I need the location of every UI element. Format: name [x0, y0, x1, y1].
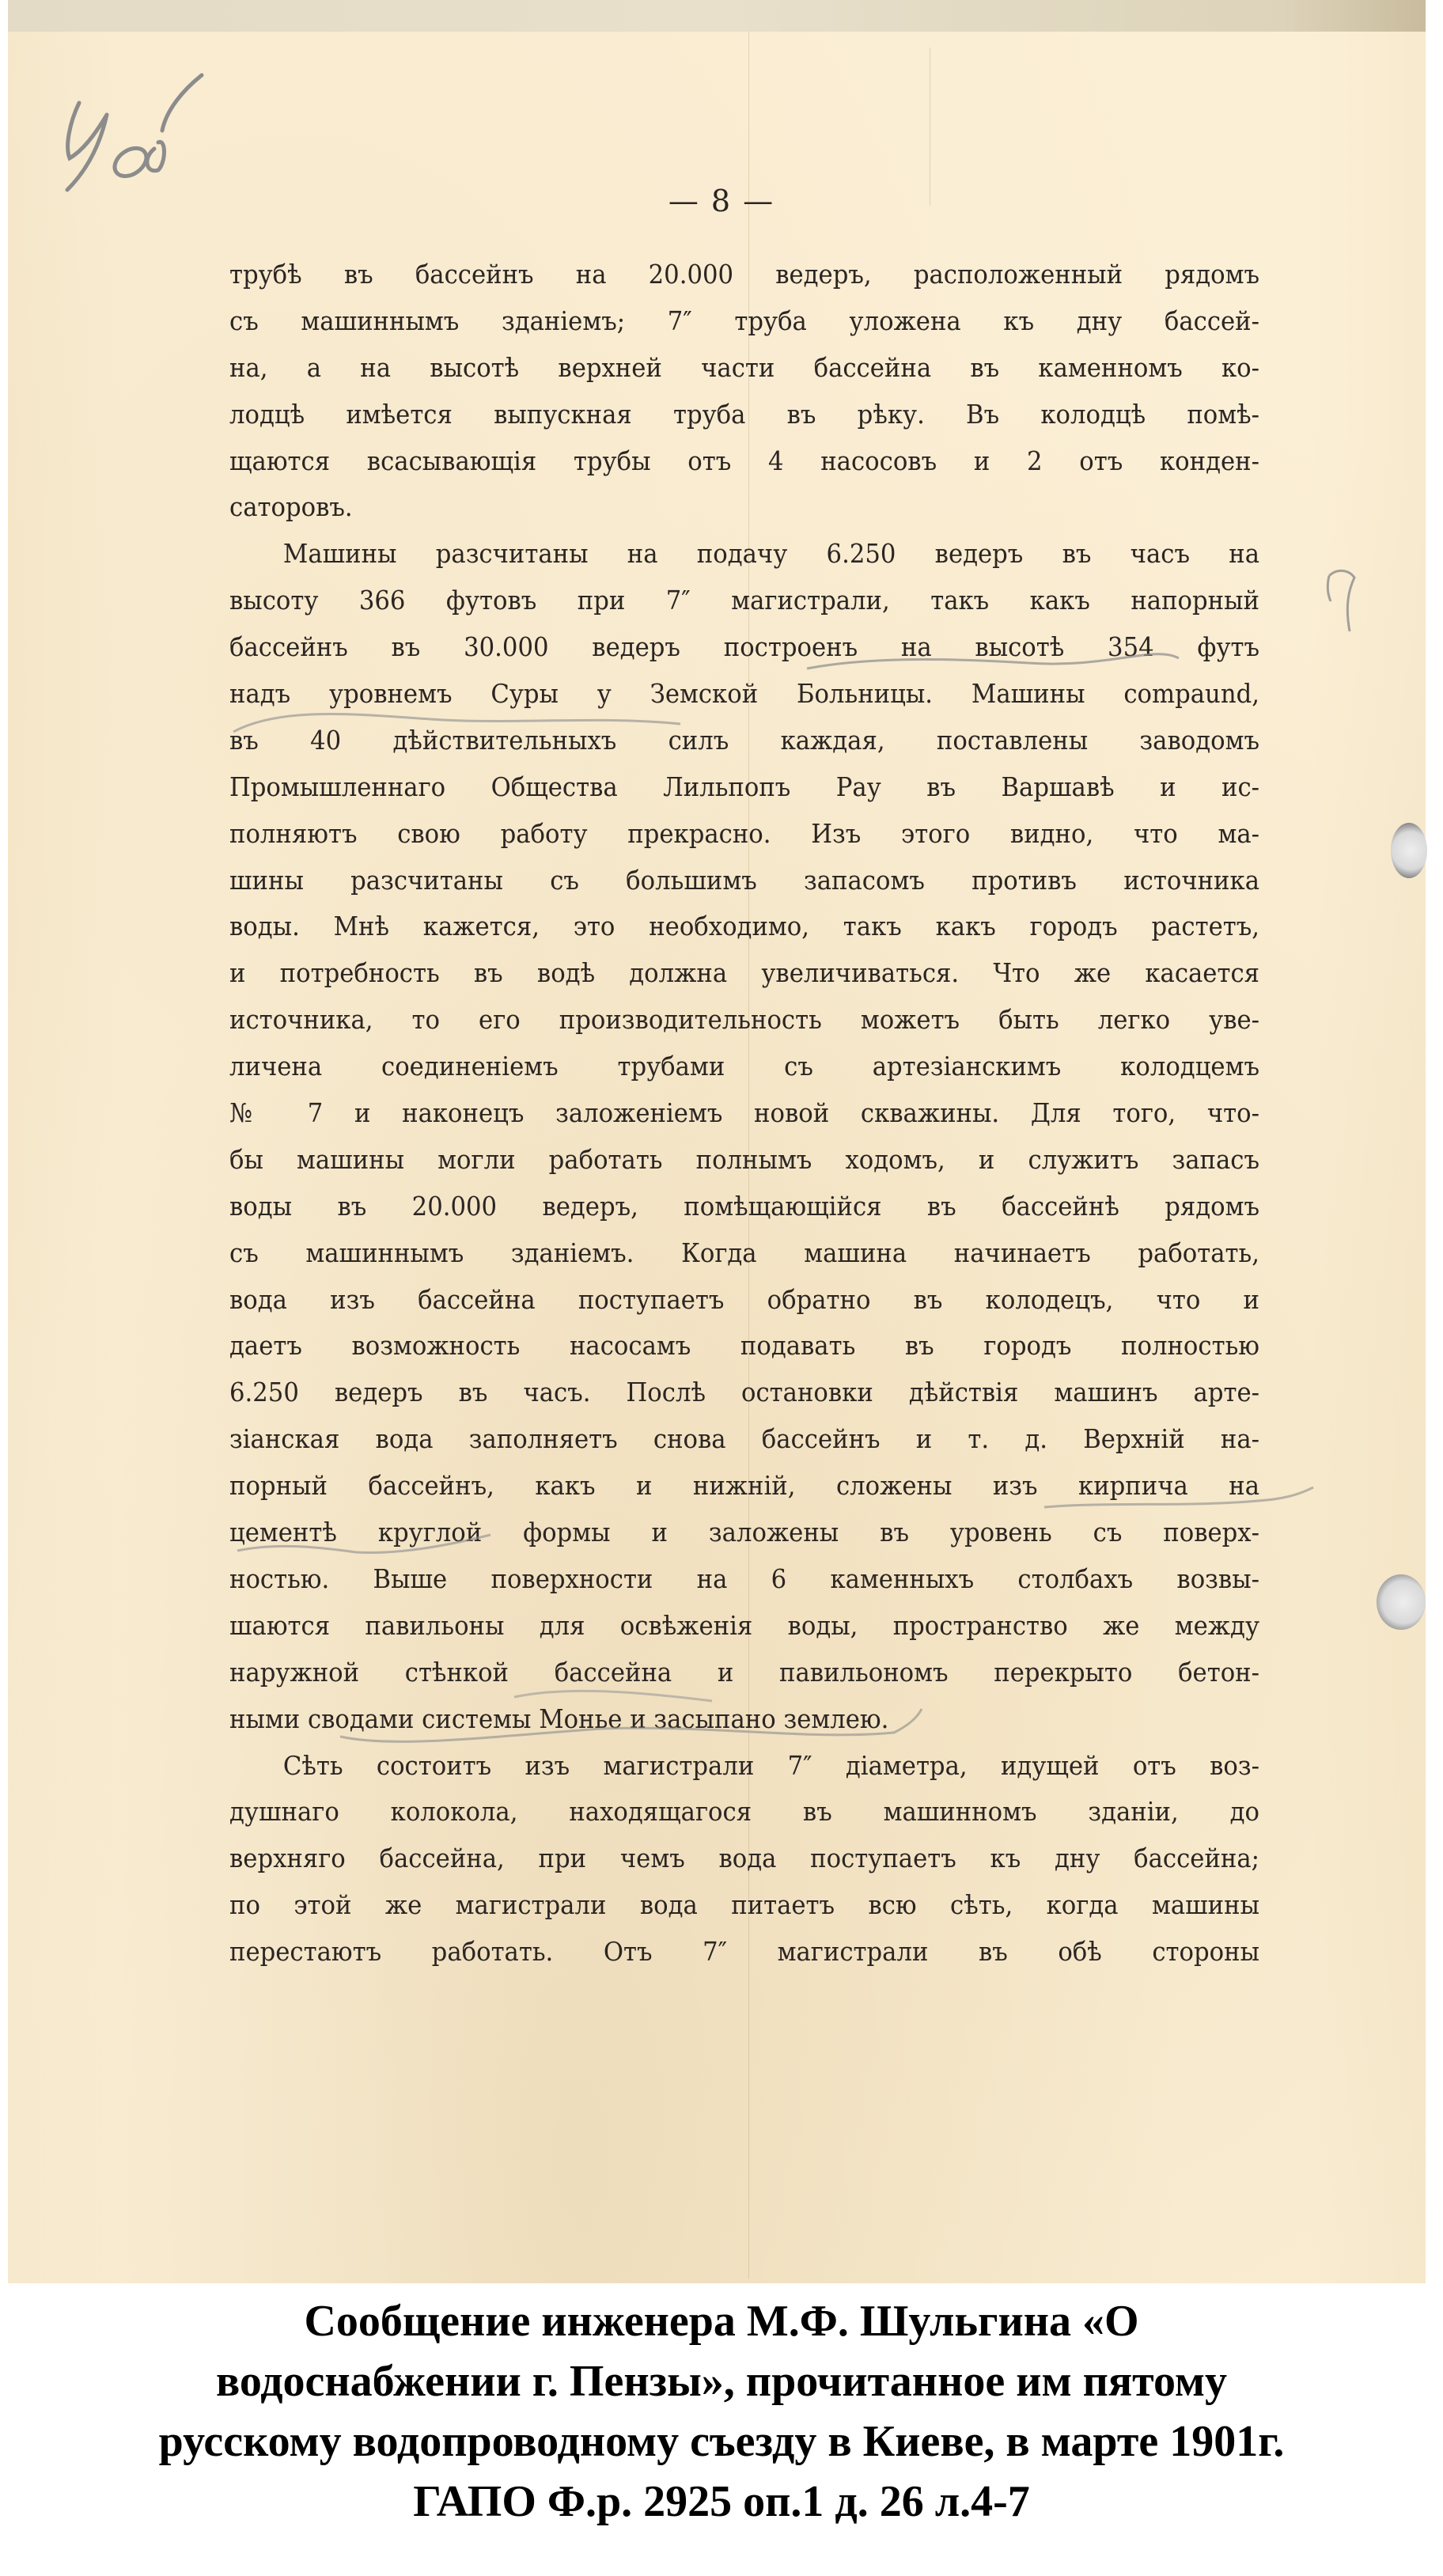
text-line: ностью. Выше поверхности на 6 каменныхъ столбахъ возвы-: [229, 1563, 1259, 1594]
handwritten-folio-mark: [47, 63, 206, 198]
text-line: полняютъ свою работу прекрасно. Изъ этого видно, что ма-: [229, 817, 1259, 849]
caption-line: Сообщение инженера М.Ф. Шульгина «О: [304, 2297, 1139, 2346]
text-line: наружной стѣнкой бассейна и павильономъ перекрыто бетон-: [229, 1656, 1259, 1688]
text-line: трубѣ въ бассейнъ на 20.000 ведеръ, расположенный рядомъ: [229, 259, 1259, 290]
punch-hole: [1377, 1574, 1426, 1630]
text-line: лодцѣ имѣется выпускная труба въ рѣку. Въ колодцѣ помѣ-: [229, 398, 1259, 430]
text-line: перестаютъ работать. Отъ 7″ магистрали въ обѣ стороны: [229, 1936, 1259, 1968]
text-line: порный бассейнъ, какъ и нижній, сложены изъ кирпича на: [229, 1470, 1259, 1502]
caption-line: русскому водопроводному съезду в Киеве, в марте 1901г.: [158, 2417, 1285, 2466]
document-body: [229, 252, 1259, 1976]
text-line: щаются всасывающія трубы отъ 4 насосовъ и 2 отъ конден-: [229, 445, 1259, 476]
punch-hole: [1391, 823, 1427, 878]
text-line: надъ уровнемъ Суры у Земской Больницы. Машины compaund,: [229, 678, 1259, 710]
text-line: высоту 366 футовъ при 7″ магистрали, такъ какъ напорный: [229, 585, 1259, 616]
text-line: съ машиннымъ зданіемъ; 7″ труба уложена къ дну бассей-: [229, 305, 1259, 336]
text-line: Машины разсчитаны на подачу 6.250 ведеръ въ часъ на: [282, 538, 1259, 570]
text-line: въ 40 дѣйствительныхъ силъ каждая, поставлены заводомъ: [229, 724, 1259, 756]
text-line: Сѣть состоитъ изъ магистрали 7″ діаметра, идущей отъ воз-: [282, 1749, 1259, 1781]
text-line: 6.250 ведеръ въ часъ. Послѣ остановки дѣйствія машинъ арте-: [229, 1377, 1259, 1408]
text-line: источника, то его производительность можетъ быть легко уве-: [229, 1004, 1259, 1036]
text-line: цементѣ круглой формы и заложены въ уровень съ поверх-: [229, 1517, 1259, 1548]
caption-line: ГАПО Ф.р. 2925 оп.1 д. 26 л.4-7: [413, 2477, 1030, 2526]
text-line: личена соединеніемъ трубами съ артезіанскимъ колодцемъ: [229, 1051, 1259, 1082]
text-line: № 7 и наконецъ заложеніемъ новой скважины. Для того, что-: [229, 1097, 1259, 1129]
text-line: воды. Мнѣ кажется, это необходимо, такъ какъ городъ растетъ,: [229, 911, 1259, 942]
text-line: душнаго колокола, находящагося въ машинномъ зданіи, до: [229, 1796, 1259, 1828]
text-line: зіанская вода заполняетъ снова бассейнъ и т. д. Верхній на-: [229, 1423, 1259, 1455]
text-line: даетъ возможность насосамъ подавать въ городъ полностью: [229, 1330, 1259, 1362]
text-line: бы машины могли работать полнымъ ходомъ, и служитъ запасъ: [229, 1143, 1259, 1175]
scan-top-edge: [8, 0, 1426, 32]
text-line: съ машиннымъ зданіемъ. Когда машина начинаетъ работать,: [229, 1237, 1259, 1268]
text-line: вода изъ бассейна поступаетъ обратно въ колодецъ, что и: [229, 1283, 1259, 1315]
text-line: и потребность въ водѣ должна увеличиваться. Что же касается: [229, 957, 1259, 989]
text-line: саторовъ.: [229, 491, 353, 523]
text-line: шины разсчитаны съ большимъ запасомъ противъ источника: [229, 864, 1259, 896]
text-line: Промышленнаго Общества Лильпопъ Рау въ Варшавѣ и ис-: [229, 771, 1259, 802]
text-line: ными сводами системы Монье и засыпано землею.: [229, 1703, 889, 1734]
text-line: шаются павильоны для освѣженія воды, пространство же между: [229, 1609, 1259, 1641]
page-number: — 8 —: [668, 184, 775, 218]
text-line: по этой же магистрали вода питаетъ всю сѣть, когда машины: [229, 1889, 1259, 1921]
text-line: бассейнъ въ 30.000 ведеръ построенъ на высотѣ 354 футъ: [229, 631, 1259, 663]
text-line: на, а на высотѣ верхней части бассейна въ каменномъ ко-: [229, 351, 1259, 383]
text-line: воды въ 20.000 ведеръ, помѣщающійся въ бассейнѣ рядомъ: [229, 1190, 1259, 1222]
archive-caption: [0, 2291, 1443, 2532]
text-line: верхняго бассейна, при чемъ вода поступаетъ къ дну бассейна;: [229, 1843, 1259, 1874]
caption-line: водоснабжении г. Пензы», прочитанное им пятому: [215, 2357, 1228, 2406]
